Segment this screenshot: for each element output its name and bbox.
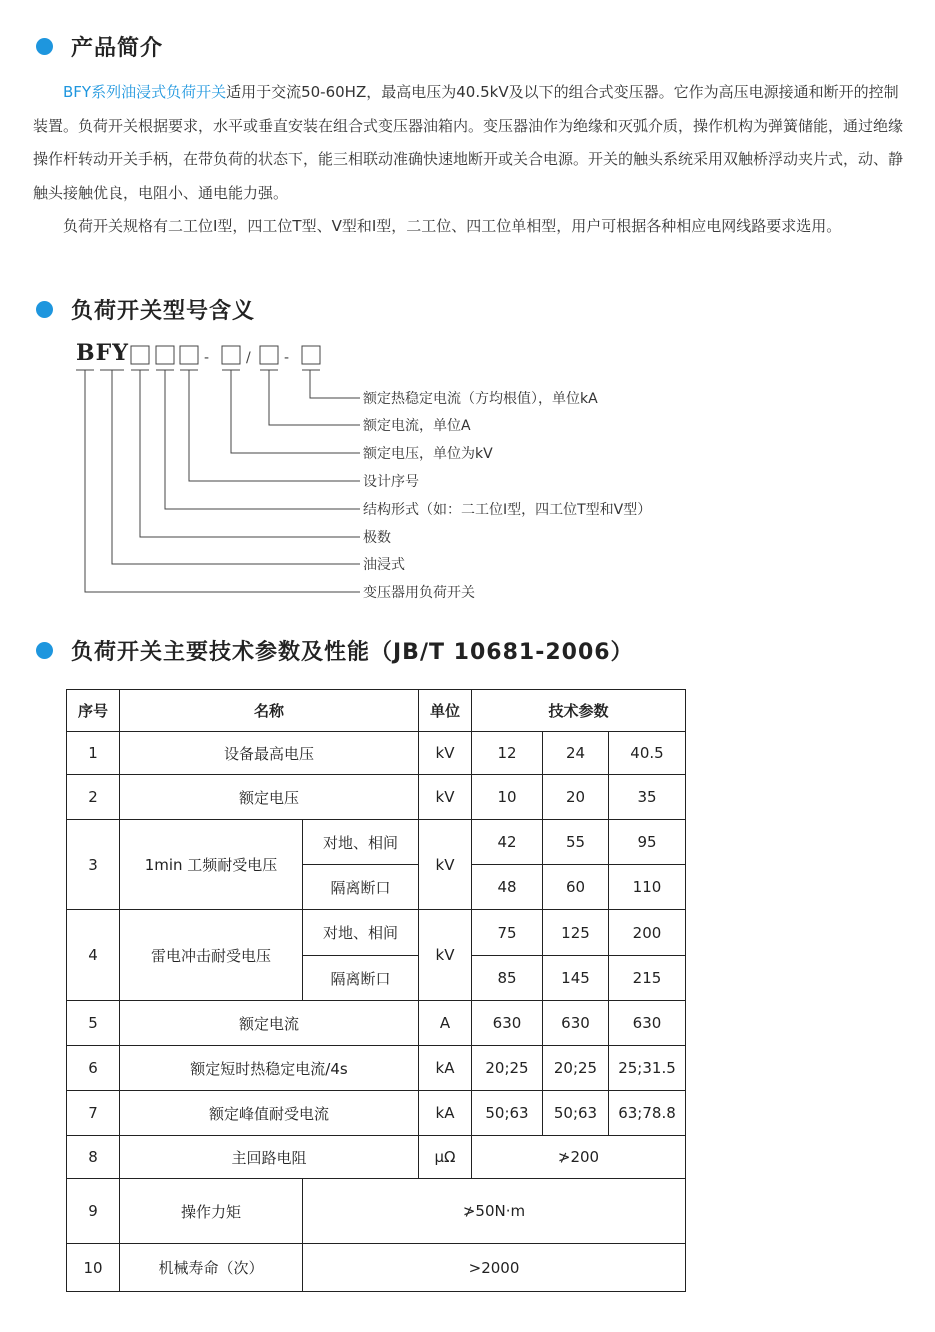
table-cell: 25;31.5 [609,1046,686,1091]
intro-text [33,76,913,244]
model-desc-poles: 极数 [363,530,391,546]
table-cell: 85 [472,956,543,1001]
table-cell: ≯50N·m [303,1179,686,1244]
section-title-model [36,294,255,324]
table-cell: 额定电流 [120,1001,419,1046]
table-cell: μΩ [419,1136,472,1179]
table-row [67,732,686,775]
table-cell: 2 [67,775,120,820]
model-separator: - [204,350,210,366]
table-cell: kA [419,1091,472,1136]
model-box-thermal [302,346,320,364]
section-title-tech [36,635,634,665]
table-cell: 隔离断口 [303,956,419,1001]
table-cell: 4 [67,910,120,1001]
table-cell: 设备最高电压 [120,732,419,775]
table-row [67,1001,686,1046]
table-cell: 50;63 [472,1091,543,1136]
table-cell: 6 [67,1046,120,1091]
table-header-row [67,690,686,732]
table-cell: kV [419,820,472,910]
section-title-text: 负荷开关主要技术参数及性能（JB/T 10681-2006） [71,639,634,665]
table-cell: 215 [609,956,686,1001]
table-cell: 对地、相间 [303,910,419,956]
model-box-current [260,346,278,364]
model-box-structure [156,346,174,364]
table-cell: 42 [472,820,543,865]
table-cell: 95 [609,820,686,865]
bullet-dot-icon [36,301,53,318]
table-cell: 40.5 [609,732,686,775]
table-row [67,1244,686,1292]
table-cell: 20;25 [543,1046,609,1091]
table-cell: 630 [543,1001,609,1046]
table-row [67,1136,686,1179]
table-cell: 20;25 [472,1046,543,1091]
table-cell: 24 [543,732,609,775]
table-cell: 110 [609,865,686,910]
table-cell: 1 [67,732,120,775]
intro-paragraph-1-rest: 适用于交流50-60HZ，最高电压为40.5kV及以下的组合式变压器。它作为高压电源接通和断开的控制装置。负荷开关根据要求，水平或垂直安装在组合式变压器油箱内。变压器油作为绝缘和灭弧介质，操作机构为弹簧储能，通过绝缘操作杆转动开关手柄，在带负荷的状态下，能三相联动准确快速地断开或关合电源。开关的触头系统采用双触桥浮动夹片式，动、静触头接触优良，电阻小、通电能力强。 [33,83,904,202]
intro-paragraph-2: 负荷开关规格有二工位I型，四工位T型、V型和I型，二工位、四工位单相型，用户可根据各种相应电网线路要求选用。 [63,217,842,235]
table-cell: 63;78.8 [609,1091,686,1136]
bullet-dot-icon [36,642,53,659]
table-cell: 5 [67,1001,120,1046]
model-separator: / [246,350,251,366]
model-diagram [70,338,710,608]
table-cell: 10 [472,775,543,820]
table-cell: 7 [67,1091,120,1136]
table-cell: 9 [67,1179,120,1244]
model-desc-rated-current: 额定电流，单位A [363,418,471,434]
table-cell: 10 [67,1244,120,1292]
table-cell: >2000 [303,1244,686,1292]
model-desc-design-no: 设计序号 [363,474,419,490]
model-box-voltage [222,346,240,364]
table-cell: 630 [472,1001,543,1046]
intro-paragraph-1 [33,76,913,210]
table-cell: 对地、相间 [303,820,419,865]
table-cell: 35 [609,775,686,820]
table-header-cell: 序号 [67,690,120,732]
table-cell: 145 [543,956,609,1001]
table-header-cell: 名称 [120,690,419,732]
table-cell: 操作力矩 [120,1179,303,1244]
table-cell: kV [419,732,472,775]
table-row [67,910,686,956]
table-cell: 雷电冲击耐受电压 [120,910,303,1001]
table-cell: A [419,1001,472,1046]
bullet-dot-icon [36,38,53,55]
table-cell: kA [419,1046,472,1091]
section-title-text: 负荷开关型号含义 [71,298,256,324]
model-desc-transformer-switch: 变压器用负荷开关 [363,585,475,601]
table-cell: 1min 工频耐受电压 [120,820,303,910]
table-cell: 55 [543,820,609,865]
table-row [67,1091,686,1136]
section-title-intro [36,31,163,61]
table-cell: 额定峰值耐受电流 [120,1091,419,1136]
model-box-design [180,346,198,364]
table-cell: 8 [67,1136,120,1179]
table-cell: 60 [543,865,609,910]
model-code: BFY [76,340,129,366]
table-row [67,775,686,820]
table-cell: 630 [609,1001,686,1046]
table-header-cell: 技术参数 [472,690,686,732]
table-cell: ≯200 [472,1136,686,1179]
table-cell: 机械寿命（次） [120,1244,303,1292]
model-desc-rated-voltage: 额定电压，单位为kV [363,446,493,462]
table-header-cell: 单位 [419,690,472,732]
table-cell: 主回路电阻 [120,1136,419,1179]
table-cell: 125 [543,910,609,956]
table-cell: 20 [543,775,609,820]
table-cell: 隔离断口 [303,865,419,910]
table-cell: 额定短时热稳定电流/4s [120,1046,419,1091]
model-box-poles [131,346,149,364]
table-cell: 75 [472,910,543,956]
tech-params-table [66,689,686,1292]
table-cell: kV [419,910,472,1001]
table-cell: kV [419,775,472,820]
section-title-text: 产品简介 [71,35,164,61]
table-cell: 48 [472,865,543,910]
model-desc-thermal-current: 额定热稳定电流（方均根值），单位kA [363,391,598,407]
table-cell: 200 [609,910,686,956]
table-cell: 12 [472,732,543,775]
table-cell: 50;63 [543,1091,609,1136]
model-desc-structure: 结构形式（如：二工位I型，四工位T型和V型） [363,502,652,518]
table-row [67,820,686,865]
table-row [67,1046,686,1091]
table-row [67,1179,686,1244]
table-cell: 3 [67,820,120,910]
model-separator: - [284,350,290,366]
product-series-highlight: BFY系列油浸式负荷开关 [63,83,227,101]
model-desc-oil-immersed: 油浸式 [363,557,405,573]
table-cell: 额定电压 [120,775,419,820]
